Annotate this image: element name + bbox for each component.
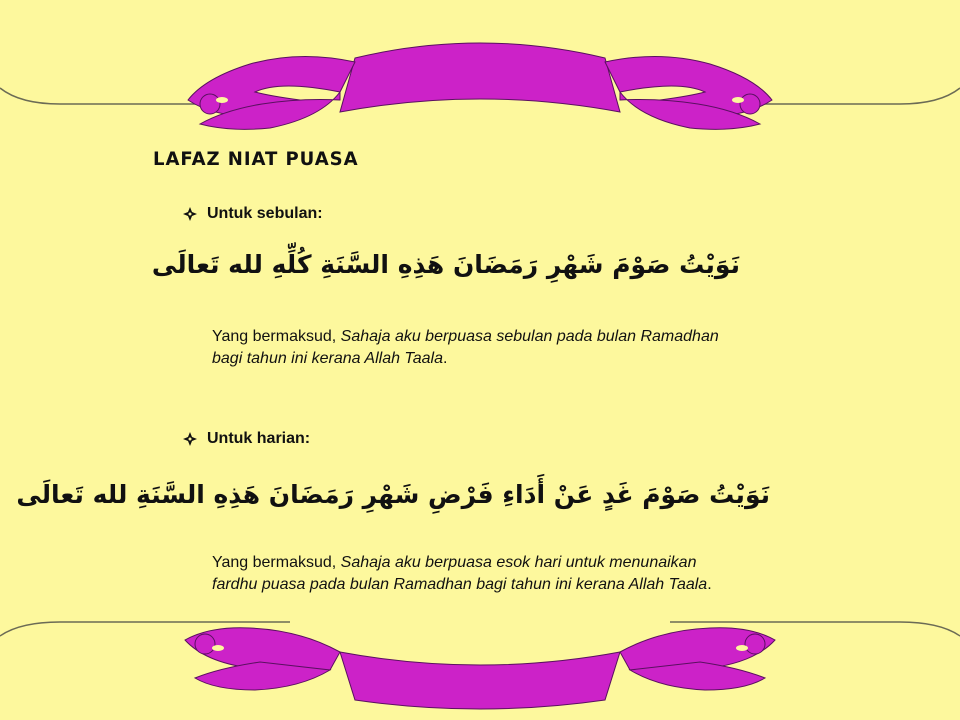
meaning-text-line2: bagi tahun ini kerana Allah Taala <box>212 350 443 367</box>
arabic-intention-daily: نَوَيْتُ صَوْمَ غَدٍ عَنْ أَدَاءِ فَرْضِ شَهْرِ رَمَضَانَ هَذِهِ السَّنَةِ لله تَعالَى <box>16 480 770 509</box>
meaning-monthly <box>212 326 832 370</box>
top-ribbon-ornament <box>0 0 960 140</box>
meaning-end: . <box>442 350 448 367</box>
meaning-text-line1: Sahaja aku berpuasa sebulan pada bulan Ramadhan <box>340 328 719 345</box>
meaning-lead: Yang bermaksud, <box>212 554 341 571</box>
section-monthly-label: Untuk sebulan: <box>207 205 323 222</box>
meaning-text-line2: fardhu puasa pada bulan Ramadhan bagi tahun ini kerana Allah Taala <box>212 576 708 593</box>
diamond-bullet-icon <box>183 207 197 221</box>
section-daily-label: Untuk harian: <box>207 430 311 447</box>
section-daily-heading <box>183 430 310 448</box>
diamond-bullet-icon <box>183 432 197 446</box>
bottom-ribbon-ornament <box>0 600 960 720</box>
meaning-end: . <box>707 576 712 593</box>
meaning-lead: Yang bermaksud, <box>212 328 341 345</box>
meaning-text-line1: Sahaja aku berpuasa esok hari untuk menunaikan <box>340 554 697 571</box>
meaning-daily <box>212 552 832 596</box>
arabic-intention-monthly: نَوَيْتُ صَوْمَ شَهْرِ رَمَضَانَ هَذِهِ السَّنَةِ كُلِّهِ لله تَعالَى <box>151 250 740 279</box>
page-title: LAFAZ NIAT PUASA <box>153 148 359 170</box>
section-monthly-heading <box>183 205 323 223</box>
